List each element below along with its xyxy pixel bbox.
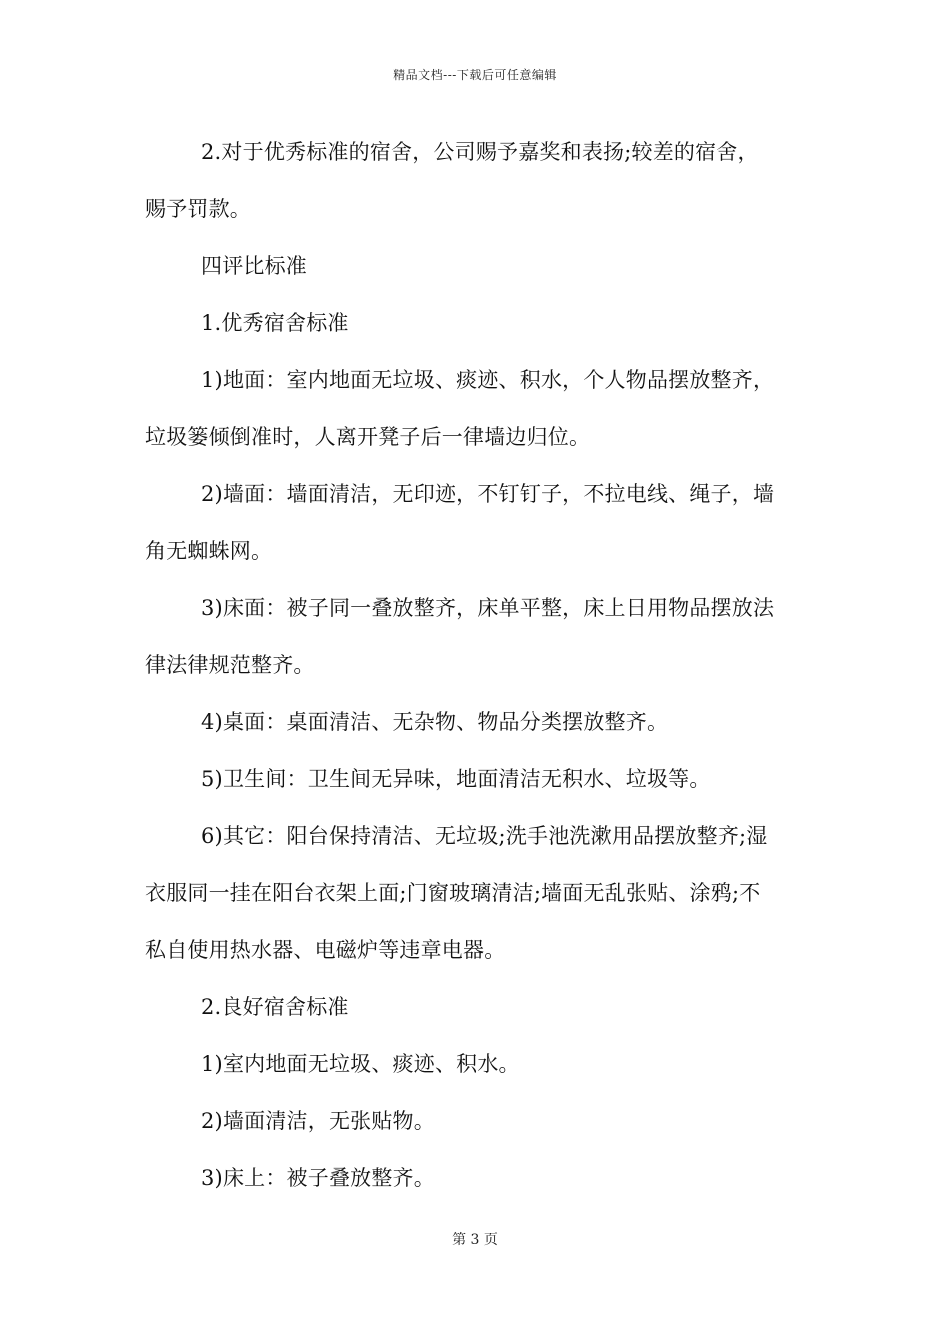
page-number: 第 3 页 [452,1232,498,1248]
paragraph-line: 1)地面：室内地面无垃圾、痰迹、积水，个人物品摆放整齐， [201,368,775,392]
section-heading: 四评比标准 [201,254,307,278]
paragraph-line: 垃圾篓倾倒准时，人离开凳子后一律墙边归位。 [145,425,591,449]
paragraph-line: 2)墙面清洁，无张贴物。 [201,1109,435,1133]
paragraph-line: 3)床上：被子叠放整齐。 [201,1166,435,1190]
subsection-heading: 2.良好宿舍标准 [201,995,349,1019]
paragraph-line: 1)室内地面无垃圾、痰迹、积水。 [201,1052,520,1076]
page-header: 精品文档---下载后可任意编辑 [393,68,557,82]
paragraph-line: 6)其它：阳台保持清洁、无垃圾;洗手池洗漱用品摆放整齐;湿 [201,824,768,848]
paragraph-line: 角无蜘蛛网。 [145,539,273,563]
paragraph-line: 私自使用热水器、电磁炉等违章电器。 [145,938,506,962]
paragraph-line: 3)床面：被子同一叠放整齐，床单平整，床上日用物品摆放法 [201,596,775,620]
paragraph-line: 衣服同一挂在阳台衣架上面;门窗玻璃清洁;墙面无乱张贴、涂鸦;不 [145,881,761,905]
paragraph-line: 4)桌面：桌面清洁、无杂物、物品分类摆放整齐。 [201,710,669,734]
subsection-heading: 1.优秀宿舍标准 [201,311,349,335]
paragraph-line: 赐予罚款。 [145,197,251,221]
paragraph-line: 5)卫生间：卫生间无异味，地面清洁无积水、垃圾等。 [201,767,711,791]
paragraph-line: 2)墙面：墙面清洁，无印迹，不钉钉子，不拉电线、绳子，墙 [201,482,775,506]
paragraph-line: 律法律规范整齐。 [145,653,315,677]
paragraph-line: 2.对于优秀标准的宿舍，公司赐予嘉奖和表扬;较差的宿舍， [201,140,759,164]
